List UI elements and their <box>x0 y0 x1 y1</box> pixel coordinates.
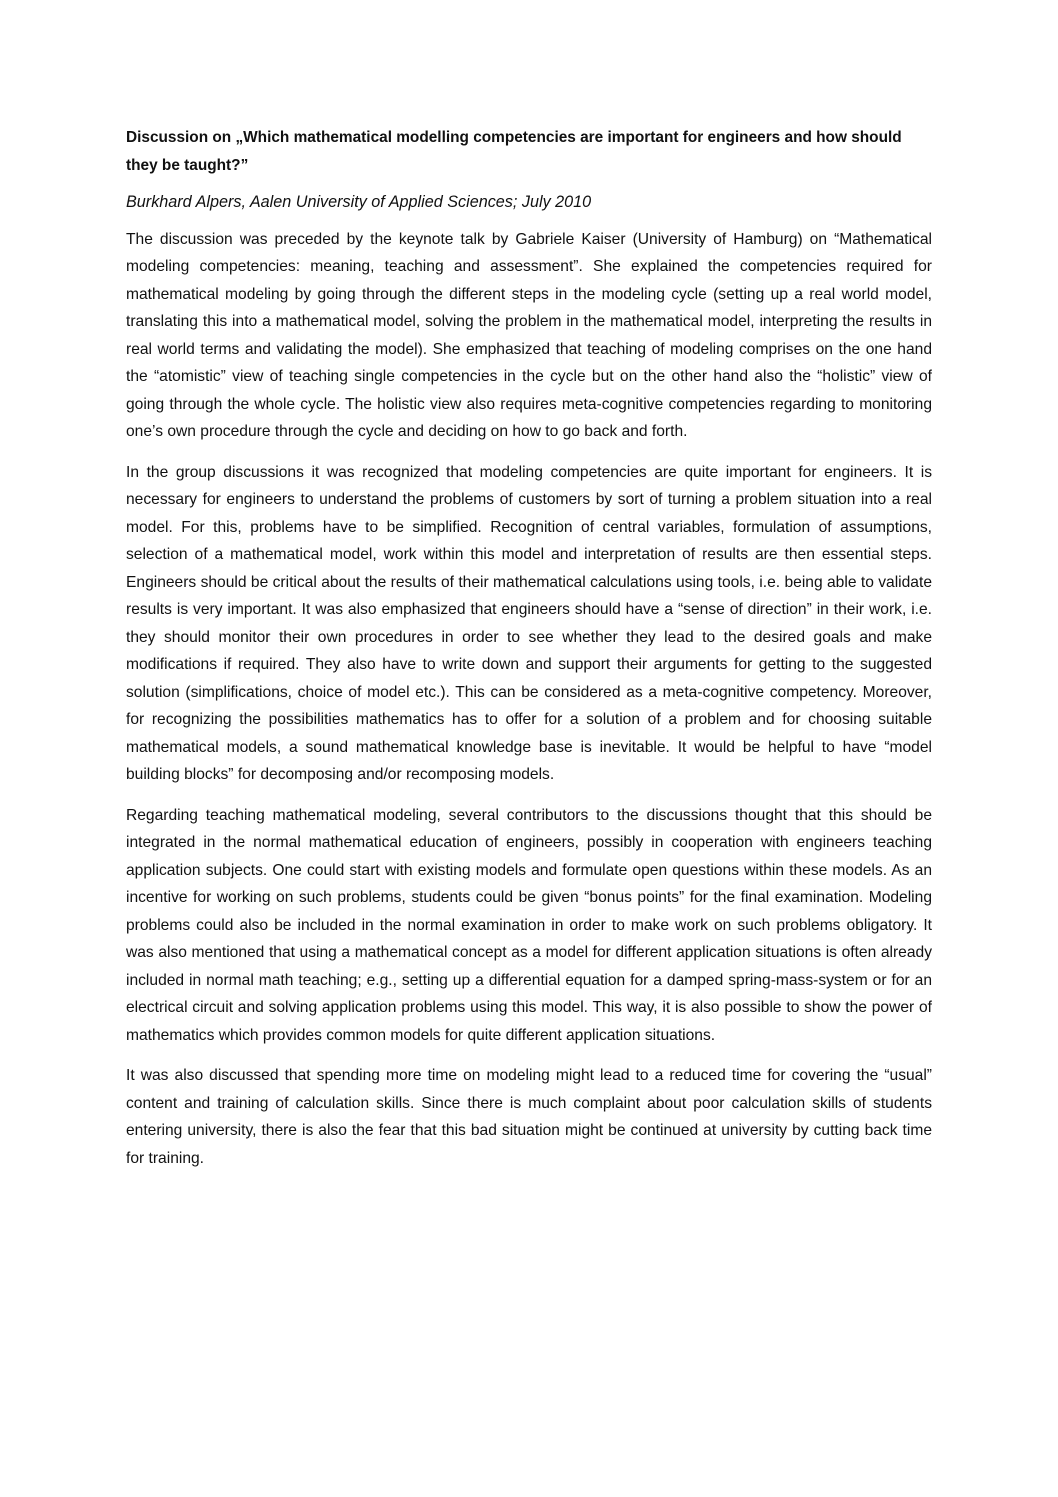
author-line: Burkhard Alpers, Aalen University of Applied Sciences; July 2010 <box>126 193 592 211</box>
paragraph-group-discussions: In the group discussions it was recognized that modeling competencies are quite important for engineers. It is necessary for engineers to understand the problems of customers by sort of turning a problem situation into a real model. For this, problems have to be simplified. Recognition of central variables, formulation of assumptions, selection of a mathematical model, work within this model and interpretation of results are then essential steps. Engineers should be critical about the results of their mathematical calculations using tools, i.e. being able to validate results is very important. It was also emphasized that engineers should have a “sense of direction” in their work, i.e. they should monitor their own procedures in order to see whether they lead to the desired goals and make modifications if required. They also have to write down and support their arguments for getting to the suggested solution (simplifications, choice of model etc.). This can be considered as a meta-cognitive competency. Moreover, for recognizing the possibilities mathematics has to offer for a solution of a problem and for choosing suitable mathematical models, a sound mathematical knowledge base is inevitable. It would be helpful to have “model building blocks” for decomposing and/or recomposing models. <box>126 463 932 783</box>
paragraph-keynote: The discussion was preceded by the keynote talk by Gabriele Kaiser (University of Hamburg) on “Mathematical modeling competencies: meaning, teaching and assessment”. She explained the competencies required for mathematical modeling by going through the different steps in the modeling cycle (setting up a real world model, translating this into a mathematical model, solving the problem in the mathematical model, interpreting the results in real world terms and validating the model). She emphasized that teaching of modeling comprises on the one hand the “atomistic” view of teaching single competencies in the cycle but on the other hand also the “holistic” view of going through the whole cycle. The holistic view also requires meta-cognitive competencies regarding to monitoring one’s own procedure through the cycle and deciding on how to go back and forth. <box>126 230 932 440</box>
paragraph-teaching-modeling: Regarding teaching mathematical modeling, several contributors to the discussions thought that this should be integrated in the normal mathematical education of engineers, possibly in cooperation with engineers teaching application subjects. One could start with existing models and formulate open questions within these models. As an incentive for working on such problems, students could be given “bonus points” for the final examination. Modeling problems could also be included in the normal examination in order to make work on such problems obligatory. It was also mentioned that using a mathematical concept as a model for different application situations is often already included in normal math teaching; e.g., setting up a differential equation for a damped spring-mass-system or for an electrical circuit and solving application problems using this model. This way, it is also possible to show the power of mathematics which provides common models for quite different application situations. <box>126 806 932 1044</box>
paragraph-time-concerns: It was also discussed that spending more time on modeling might lead to a reduced time for covering the “usual” content and training of calculation skills. Since there is much complaint about poor calculation skills of students entering university, there is also the fear that this bad situation might be continued at university by cutting back time for training. <box>126 1067 932 1167</box>
document-page <box>126 124 932 1185</box>
document-title: Discussion on „Which mathematical modelling competencies are important for engineers and how should they be taught?” <box>126 129 902 174</box>
